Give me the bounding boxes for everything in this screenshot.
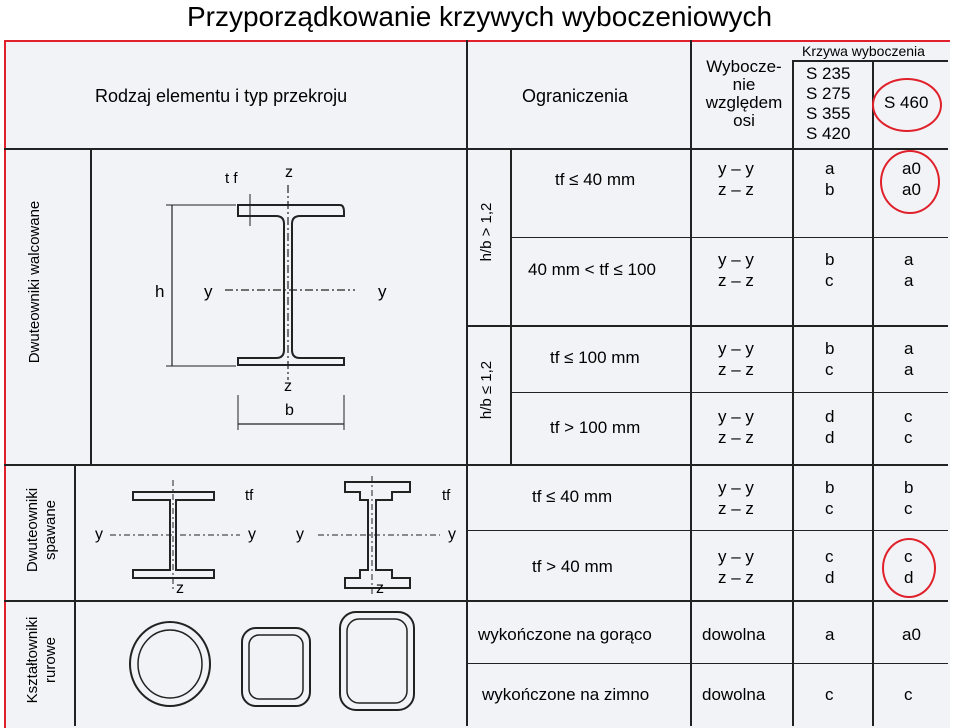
label-tf-welded-1: tf — [245, 487, 254, 504]
axis-cell: y – y z – z — [718, 159, 754, 199]
label-y: y — [296, 526, 304, 543]
label-y: y — [248, 526, 256, 543]
header-element-type: Rodzaj elementu i typ przekroju — [95, 86, 348, 106]
label-tf-welded-2: tf — [442, 487, 451, 504]
group-tubes: Kształtowniki rurowe — [24, 616, 59, 704]
ratio-hb-le: h/b ≤ 1,2 — [478, 360, 495, 420]
axis-cell: dowolna — [702, 685, 766, 704]
curve-cell: b c — [825, 250, 835, 290]
limit-cell: wykończone na zimno — [482, 685, 650, 704]
page-title: Przyporządkowanie krzywych wyboczeniowych — [186, 1, 773, 32]
limit-cell: tf ≤ 100 mm — [550, 348, 640, 367]
label-tf: t f — [225, 170, 238, 187]
label-y-right: y — [378, 282, 387, 301]
curve-cell: a b — [825, 159, 835, 199]
group-rolled: Dwuteowniki walcowane — [26, 200, 43, 364]
axis-cell: y – y z – z — [718, 478, 754, 518]
limit-cell: tf > 40 mm — [532, 557, 613, 576]
curve460-cell: a0 — [902, 625, 921, 644]
curve-cell: b c — [825, 339, 835, 379]
curve460-cell: a a — [904, 339, 914, 379]
axis-cell: y – y z – z — [718, 339, 754, 379]
limit-cell: tf > 100 mm — [550, 418, 641, 437]
curve-cell: d d — [825, 407, 835, 447]
curve460-cell: c d — [904, 547, 914, 587]
header-curve: Krzywa wyboczenia — [802, 43, 925, 59]
axis-cell: y – y z – z — [718, 547, 754, 587]
curve460-cell: a a — [904, 250, 914, 290]
limit-cell: tf ≤ 40 mm — [532, 487, 613, 506]
square-tube — [340, 612, 414, 710]
label-h: h — [155, 282, 165, 301]
rolled-i-section — [238, 205, 344, 365]
rectangular-tube — [242, 628, 310, 706]
ratio-hb-gt: h/b > 1,2 — [478, 202, 495, 262]
group-welded: Dwuteowniki spawane — [24, 487, 59, 573]
axis-cell: dowolna — [702, 625, 766, 644]
limit-cell: 40 mm < tf ≤ 100 — [528, 260, 656, 279]
label-y: y — [95, 526, 103, 543]
header-limits: Ograniczenia — [522, 86, 629, 106]
circular-tube — [130, 622, 210, 706]
label-z: z — [176, 580, 184, 597]
curve460-cell: b c — [904, 478, 914, 518]
limit-cell: wykończone na gorąco — [478, 625, 652, 644]
curve-cell: c — [825, 685, 834, 704]
curve-cell: a — [825, 625, 835, 644]
label-y: y — [448, 526, 456, 543]
steel-grade-460: S 460 — [884, 93, 929, 112]
curve460-cell: a0 a0 — [902, 159, 921, 199]
header-axis: Wybocze- nie względem osi — [705, 57, 783, 130]
limit-cell: tf ≤ 40 mm — [555, 170, 636, 189]
curve460-cell: c c — [904, 407, 913, 447]
label-z-bottom: z — [284, 378, 292, 395]
label-z: z — [376, 580, 384, 597]
axis-cell: y – y z – z — [718, 407, 754, 447]
curve-cell: b c — [825, 478, 835, 518]
label-b: b — [285, 402, 294, 419]
steel-grades: S 235 S 275 S 355 S 420 — [806, 64, 851, 143]
curve-cell: c d — [825, 547, 835, 587]
axis-cell: y – y z – z — [718, 250, 754, 290]
label-y-left: y — [204, 282, 213, 301]
label-z-top: z — [285, 164, 293, 181]
curve460-cell: c — [904, 685, 913, 704]
